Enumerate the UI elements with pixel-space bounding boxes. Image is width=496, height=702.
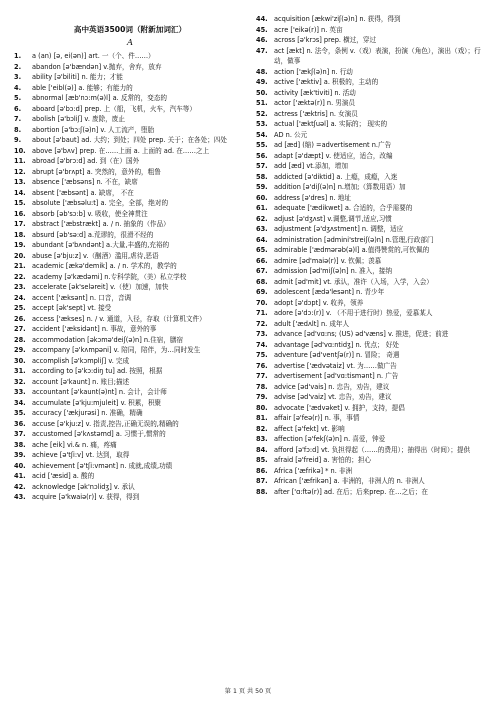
page-footer: 第 1 页 共 50 页 [224,688,272,695]
entry-text: afraid [ə'freid] a. 害怕的；担心 [274,456,372,464]
entry-number: 65. [256,246,268,254]
entry-text: affection [ə'fekʃ(ə)n] n. 喜爱，钟爱 [274,435,386,443]
vocab-entry [256,287,488,298]
vocab-entry [14,156,246,167]
vocab-entry [14,324,246,335]
entry-text: affair [ə'feə(r)] n. 事，事情 [274,414,360,422]
entry-number: 55. [256,141,268,149]
entry-number: 62. [256,214,268,223]
entry-number: 38. [14,440,26,449]
entry-number: 66. [256,256,268,265]
entry-number: 73. [256,330,268,338]
vocab-entry [256,172,488,183]
entry-number: 80. [256,403,268,412]
entry-number: 4. [14,83,22,92]
entry-text: abroad [ə'brɔ:d] ad. 到（在）国外 [32,157,140,165]
entry-text: activity [æk'tiviti] n. 活动 [274,88,356,97]
entry-number: 1. [14,52,22,60]
vocab-entry [256,203,488,214]
entry-text: actual ['æktʃuəl] a. 实际的； 现实的 [274,120,388,128]
entry-text: accelerate [ək'seləreit] v.（使）加速，加快 [32,283,169,291]
vocab-entry [14,198,246,209]
vocab-entry [14,461,246,472]
vocab-entry [14,230,246,241]
entry-number: 8. [14,125,22,134]
entry-text: actor ['æktə(r)] n. 男演员 [274,99,356,107]
entry-text: achieve [ə'tʃi:v] vt. 达到，取得 [32,451,130,459]
entry-text: abrupt [ə'brʌpt] a. 突然的，意外的，粗鲁 [32,167,161,176]
vocab-entry [256,277,488,288]
entry-text: accent ['æksənt] n. 口音，音调 [32,293,132,302]
vocab-entry [256,371,488,382]
vocab-entry [14,188,246,199]
entry-text: adapt [ə'dæpt] v. 使适应，适合，改编 [274,151,393,160]
entry-text: academic [ækə'demik] a. / n. 学术的，教学的 [32,262,177,270]
entry-number: 70. [256,298,268,307]
entry-text: acquire [ə'kwaiə(r)] v. 获得，得到 [32,493,140,501]
entry-text: advertisement [əd'vɑ:tismənt] n. 广告 [274,372,399,380]
entry-number: 37. [14,430,26,438]
entry-number: 86. [256,466,268,475]
entry-number: 40. [14,461,26,470]
vocab-entry [14,429,246,440]
entry-number: 59. [256,183,268,191]
entry-text: abolish [ə'bɔliʃ] v. 废除，废止 [32,115,125,123]
vocab-entry [256,434,488,445]
entry-number: 48. [256,67,268,76]
entry-text: admire [əd'maiə(r)] v. 钦佩；羡慕 [274,256,382,265]
vocab-entry [256,392,488,403]
entry-text: administration [ədmini'streiʃ(ə)n] n.管理,行政部门 [274,235,434,244]
left-column-entries [14,51,246,503]
entry-text: accept [ək'sept] vt. 接受 [32,304,112,312]
entry-number: 29. [14,346,26,354]
entry-text: accountant [ə'kaunt(ə)nt] n. 会计，会计师 [32,388,167,396]
entry-text: add [æd] vt.添加，增加 [274,162,348,170]
entry-number: 84. [256,445,268,454]
entry-number: 9. [14,136,22,144]
vocab-entry [256,140,488,151]
vocab-entry [14,335,246,346]
vocab-entry [256,119,488,130]
entry-text: across [ə'krɔs] prep. 横过，穿过 [274,36,377,44]
vocab-entry [256,77,488,88]
entry-number: 13. [14,178,26,186]
entry-text: address [ə'dres] n. 地址 [274,193,351,202]
vocab-entry [14,240,246,251]
entry-number: 47. [256,46,268,55]
entry-text: ad [æd] (缩) =advertisement n.广告 [274,141,392,149]
entry-number: 77. [256,372,268,380]
vocab-entry [14,492,246,503]
entry-text: accumulate [ə'kju:mjuleit] v. 积累，积聚 [32,398,162,407]
entry-text: academy [ə'kædəmi] n.专科学院，（美）私立学校 [32,272,187,281]
vocab-entry [256,361,488,372]
vocab-entry [256,413,488,424]
entry-number: 61. [256,204,268,212]
vocab-entry [256,403,488,414]
vocab-entry [256,245,488,256]
entry-number: 75. [256,351,268,359]
entry-number: 54. [256,130,268,139]
entry-text: adolescent [ædə'lesənt] n. 青少年 [274,288,385,296]
vocab-entry [14,177,246,188]
entry-number: 87. [256,477,268,485]
entry-text: absolute ['æbsəlu:t] a. 完全，全部，绝对的 [32,199,169,207]
vocab-entry [14,345,246,356]
entry-text: adequate ['ædikwet] a. 合适的，合乎需要的 [274,204,413,212]
entry-text: admirable ['ædmərəb(ə)l] a.值得赞赏的,可钦佩的 [274,246,430,254]
vocab-entry [14,114,246,125]
entry-number: 78. [256,382,268,391]
entry-number: 6. [14,104,22,113]
vocab-entry [256,25,488,36]
entry-text: abuse [ə'bju:z] v.（酗酒）滥用,虐待,恶语 [32,251,159,260]
section-letter: A [126,37,134,47]
entry-number: 33. [14,388,26,396]
entry-text: addicted [ə'diktid] a. 上瘾，成瘾，入迷 [274,172,398,181]
vocab-entry [14,272,246,283]
entry-number: 18. [14,230,26,239]
entry-number: 30. [14,356,26,365]
vocab-entry [14,314,246,325]
entry-number: 27. [14,325,26,333]
vocab-entry [256,214,488,225]
vocab-entry [14,356,246,367]
vocab-entry [14,83,246,94]
vocab-entry [14,482,246,493]
entry-number: 41. [14,472,26,480]
entry-number: 35. [14,409,26,417]
vocab-entry [256,161,488,172]
vocab-entry [14,104,246,115]
vocab-entry [14,293,246,304]
entry-number: 36. [14,419,26,428]
entry-number: 57. [256,162,268,170]
vocab-entry [14,450,246,461]
vocab-entry [256,319,488,330]
vocab-entry [256,182,488,193]
vocab-entry [256,382,488,393]
entry-text: affect [ə'fekt] vt. 影响 [274,424,345,433]
entry-text: advance [əd'vɑ:ns; (US) əd'væns] v. 推进，促进；前进 [274,330,449,338]
entry-text: advantage [əd'vɑ:ntidʒ] n. 优点； 好处 [274,340,399,349]
entry-number: 21. [14,262,26,270]
entry-text: act [ækt] n. 法令，条例 v.（戏）表演，扮演（角色），演出（戏）；行动，做事 [274,46,481,65]
entry-number: 46. [256,36,268,44]
entry-number: 79. [256,393,268,401]
entry-text: accident ['æksidənt] n. 事故，意外的事 [32,325,157,333]
vocab-entry [14,261,246,272]
entry-number: 26. [14,314,26,323]
entry-text: account [ə'kaunt] n. 账目;描述 [32,377,130,386]
entry-text: advocate ['ædvəket] v. 拥护，支持，提倡 [274,403,405,412]
vocab-entry [256,14,488,25]
entry-text: ability [ə'biliti] n. 能力；才能 [32,73,123,81]
vocab-entry [256,46,488,67]
entry-number: 83. [256,435,268,443]
entry-text: acquisition [ækwi'ziʃ(ə)n] n. 获得，得到 [274,15,401,23]
entry-number: 76. [256,361,268,370]
entry-text: accomplish [ə'kɔmpliʃ] v. 完成 [32,356,130,365]
vocab-entry [256,308,488,319]
entry-number: 20. [14,251,26,260]
entry-text: ache [eik] vi.& n. 痛，疼痛 [32,440,117,449]
vocab-entry [256,88,488,99]
entry-number: 11. [14,157,26,165]
entry-text: advice [əd'vais] n. 忠告，劝告，建议 [274,382,390,391]
vocab-entry [256,476,488,487]
vocab-entry [256,424,488,435]
entry-number: 31. [14,367,26,375]
vocab-entry [14,51,246,62]
vocab-entry [14,209,246,220]
entry-text: accuse [ə'kju:z] v. 指责,控告,正确无误的,精确的 [32,419,179,428]
entry-text: after ['ɑ:ftə(r)] ad. 在后；后来prep. 在…之后；在 [274,487,428,496]
entry-number: 85. [256,456,268,464]
entry-number: 5. [14,94,22,102]
entry-text: about [ə'baut] ad. 大约；到处；四处 prep. 关于；在各处；四处 [32,136,228,144]
entry-text: addition [ə'diʃ(ə)n] n.增加;（算数用语）加 [274,183,406,191]
entry-number: 60. [256,193,268,202]
entry-number: 12. [14,167,26,176]
vocab-entry [256,67,488,78]
vocab-entry [256,487,488,498]
vocab-entry [14,377,246,388]
entry-number: 64. [256,235,268,244]
entry-number: 88. [256,487,268,496]
entry-text: adore [ə'dɔ:(r)] v. （不用于进行时）热爱，爱慕某人 [274,309,433,317]
vocab-entry [14,93,246,104]
vocab-entry [256,224,488,235]
entry-number: 51. [256,99,268,107]
entry-text: African ['æfrikən] a. 非洲的，非洲人的 n. 非洲人 [274,477,425,485]
entry-text: adopt [ə'dɔpt] v. 收养，领养 [274,298,364,307]
entry-text: adventure [əd'ventʃə(r)] n. 冒险； 奇遇 [274,351,400,359]
vocab-entry [256,455,488,466]
entry-text: advise [əd'vaiz] vt. 忠告，劝告，建议 [274,393,392,401]
entry-number: 17. [14,220,26,228]
entry-text: accommodation [əkɔmə'deiʃ(ə)n] n.住宿，膳宿 [32,335,184,344]
vocab-entry [256,445,488,456]
vocab-entry [256,298,488,309]
entry-number: 82. [256,424,268,433]
entry-number: 72. [256,319,268,328]
entry-text: absorb [əb'sɔ:b] v. 吸收，使全神贯注 [32,209,148,218]
document-title: 高中英语3500词（附新加词汇） [73,25,187,34]
vocab-entry [256,340,488,351]
vocab-entry [14,282,246,293]
vocab-entry [256,466,488,477]
entry-number: 43. [14,493,26,501]
entry-text: accompany [ə'kʌmpəni] v. 陪同，陪伴，为…同时发生 [32,346,201,354]
vocab-entry [256,235,488,246]
entry-text: advertise ['ædvətaiz] vt. 为……做广告 [274,361,397,370]
vocab-entry [256,109,488,120]
vocab-entry [256,151,488,162]
entry-text: active ['æktiv] a. 积极的，主动的 [274,78,379,86]
entry-number: 44. [256,15,268,23]
entry-number: 42. [14,482,26,491]
vocab-entry [256,350,488,361]
vocab-entry [14,135,246,146]
vocab-entry [256,35,488,46]
entry-number: 16. [14,209,26,218]
entry-text: abandon [ə'bændən] v.抛弃，舍弃，放弃 [32,62,162,71]
entry-text: afford [ə'fɔ:d] vt. 负担得起（……的费用）；抽得出（时间）；提供 [274,445,471,454]
entry-text: achievement [ə'tʃi:vmənt] n. 成就,成绩,功绩 [32,461,173,470]
vocab-entry [14,398,246,409]
entry-text: absence ['æbsəns] n. 不在，缺席 [32,178,138,186]
entry-text: adjust [ə'dʒʌst] v.调整,调节,适应,习惯 [274,214,392,223]
entry-number: 68. [256,277,268,286]
entry-text: a (an) [ə, ei(ən)] art. 一（个、件……） [32,52,155,60]
entry-number: 39. [14,451,26,459]
entry-text: AD n. 公元 [274,130,308,139]
vocab-entry [14,219,246,230]
entry-text: according to [ə'kɔ:diŋ tu] ad. 按照，根据 [32,367,163,375]
entry-number: 32. [14,377,26,386]
entry-number: 81. [256,414,268,422]
entry-number: 25. [14,304,26,312]
entry-text: abortion [ə'bɔ:ʃ(ə)n] v. 人工流产，堕胎 [32,125,155,134]
entry-text: absent ['æbsənt] a. 缺席， 不在 [32,188,134,197]
vocab-entry [14,72,246,83]
vocab-entry [14,419,246,430]
entry-text: action ['ækʃ(ə)n] n. 行动 [274,67,353,76]
entry-number: 45. [256,25,268,34]
entry-text: absurd [əb'sə:d] a.荒谬的，很滑不经的 [32,230,154,239]
entry-number: 3. [14,73,22,81]
entry-text: acid ['æsid] a. 酸的 [32,472,95,480]
entry-text: above [ə'bʌv] prep. 在……上面 a. 上面的 ad. 在……之上 [32,146,210,155]
entry-number: 52. [256,109,268,118]
entry-number: 19. [14,241,26,249]
vocab-entry [14,303,246,314]
entry-text: acre ['eikə(r)] n. 英亩 [274,25,343,34]
entry-number: 74. [256,340,268,349]
entry-number: 2. [14,62,22,71]
entry-text: aboard [ə'bɔ:d] prep. 上（船，飞机，火车，汽车等） [32,104,196,113]
entry-number: 56. [256,151,268,160]
entry-number: 22. [14,272,26,281]
entry-number: 67. [256,267,268,275]
entry-number: 50. [256,88,268,97]
entry-number: 34. [14,398,26,407]
entry-number: 23. [14,283,26,291]
right-column-entries [256,14,488,497]
vocab-entry [256,193,488,204]
entry-number: 49. [256,78,268,86]
entry-text: admission [əd'miʃ(ə)n] n. 准入，接纳 [274,267,392,275]
entry-text: abstract ['æbstrækt] a. / n. 抽象的（作品） [32,220,170,228]
vocab-entry [256,329,488,340]
entry-text: admit [əd'mit] vt. 承认，准许（入场，入学，入会） [274,277,433,286]
entry-text: abnormal [æb'nɔ:m(ə)l] a. 反常的，变态的 [32,94,168,102]
entry-text: able ['eibl(ə)] a. 能够；有能力的 [32,83,133,92]
entry-text: actress ['æktris] n. 女演员 [274,109,358,118]
vocab-entry [14,146,246,157]
vocab-entry [14,440,246,451]
vocab-entry [256,266,488,277]
vocab-entry [14,167,246,178]
entry-text: adult ['ædʌlt] n. 成年人 [274,319,350,328]
entry-text: abundant [ə'bʌndənt] a.大量,丰盛的,充裕的 [32,241,170,249]
vocab-entry [256,98,488,109]
vocab-entry [256,256,488,267]
entry-text: acknowledge [ək'nɔlidʒ] v. 承认 [32,482,135,491]
vocab-entry [14,408,246,419]
entry-number: 71. [256,309,268,317]
entry-text: accustomed [ə'kʌstəmd] a. 习惯于,惯常的 [32,430,166,438]
vocab-entry [14,125,246,136]
entry-text: accuracy ['ækjurəsi] n. 准确，精确 [32,409,143,417]
entry-number: 58. [256,172,268,181]
vocab-entry [14,366,246,377]
vocab-entry [14,62,246,73]
entry-text: Africa ['æfrikə] * n. 非洲 [274,466,353,475]
entry-number: 63. [256,225,268,233]
entry-number: 10. [14,146,26,155]
entry-text: access ['ækses] n. / v. 通道，入径，存取（计算机文件） [32,314,206,323]
entry-text: adjustment [ə'dʒʌstment] n. 调整，适应 [274,225,404,233]
entry-number: 24. [14,293,26,302]
vocab-entry [14,471,246,482]
vocab-entry [14,251,246,262]
entry-number: 7. [14,115,22,123]
entry-number: 69. [256,288,268,296]
entry-number: 15. [14,199,26,207]
entry-number: 14. [14,188,26,197]
vocab-entry [256,130,488,141]
vocab-entry [14,387,246,398]
entry-number: 28. [14,335,26,344]
entry-number: 53. [256,120,268,128]
